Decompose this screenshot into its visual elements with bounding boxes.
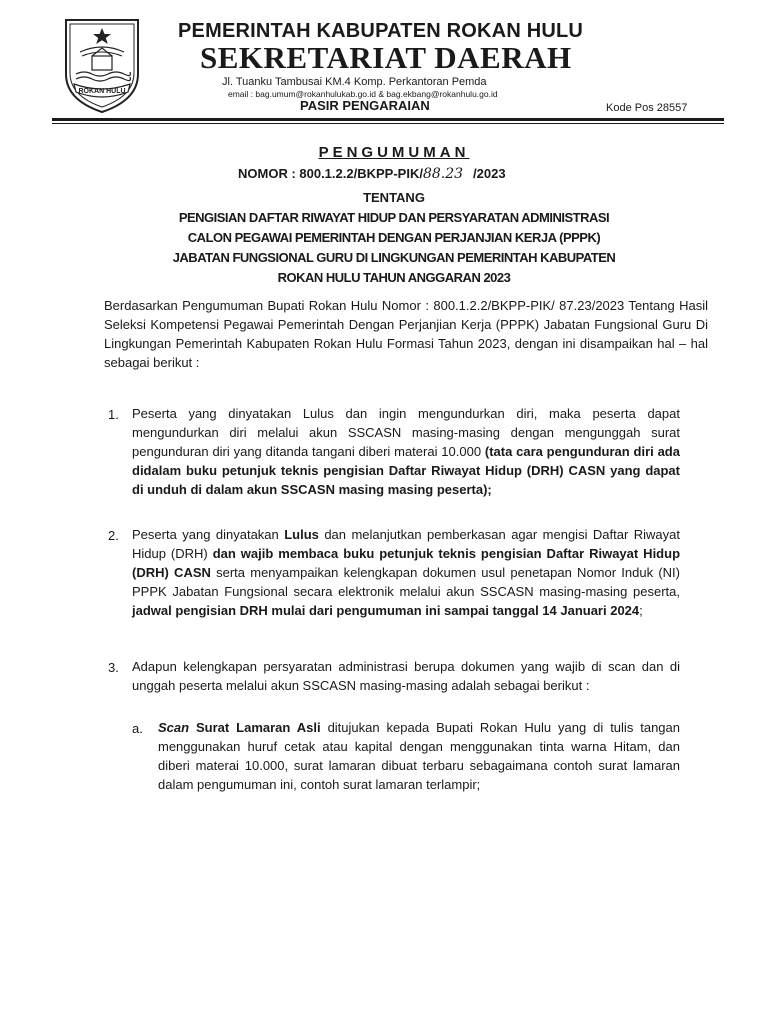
item-text-bold: Lulus	[284, 527, 319, 542]
item-text: Peserta yang dinyatakan Lulus dan ingin mengundurkan diri, maka peserta dapat mengundurkan diri melalui akun SSCASN masing-masing dengan mengunggah surat pengunduran diri yang ditanda tangani diberi materai 10.000	[132, 406, 680, 459]
letterhead-address: Jl. Tuanku Tambusai KM.4 Komp. Perkantoran Pemda	[222, 76, 487, 88]
letterhead-email: email : bag.umum@rokanhulukab.go.id & bag.ekbang@rokanhulu.go.id	[228, 89, 498, 99]
list-item: Adapun kelengkapan persyaratan administrasi berupa dokumen yang wajib di scan dan di unggah peserta melalui akun SSCASN masing-masing adalah sebagai berikut :	[132, 659, 680, 693]
letterhead-secretariat: SEKRETARIAT DAERAH	[200, 40, 572, 75]
item-text-bold: jadwal pengisian DRH mulai dari pengumuman ini sampai tanggal 14 Januari 2024	[132, 603, 640, 618]
intro-paragraph: Berdasarkan Pengumuman Bupati Rokan Hulu Nomor : 800.1.2.2/BKPP-PIK/ 87.23/2023 Tentang Hasil Seleksi Kompetensi Pegawai Pemerintah Dengan Perjanjian Kerja (PPPK) Jabatan Fungsional Guru Di Lingkungan Pemerintah Kabupaten Rokan Hulu Formasi Tahun 2023, dengan ini disampaikan hal – hal sebagai berikut :	[104, 298, 708, 370]
subject-line: ROKAN HULU TAHUN ANGGARAN 2023	[277, 270, 511, 285]
item-text: ;	[639, 603, 643, 618]
number-prefix: NOMOR : 800.1.2.2/BKPP-PIK/	[238, 166, 423, 181]
letterhead-postal-code: Kode Pos 28557	[606, 102, 688, 114]
letterhead-divider-thick	[52, 118, 724, 121]
letterhead-divider-thin	[52, 123, 724, 124]
item-number: 2.	[108, 528, 119, 543]
item-text-bold: dan wajib membaca buku petunjuk teknis pengisian Daftar Riwayat Hidup (DRH) CASN	[132, 546, 681, 580]
list-item	[132, 404, 680, 499]
sub-item-a	[158, 718, 680, 794]
subject-line: CALON PEGAWAI PEMERINTAH DENGAN PERJANJIAN KERJA (PPPK)	[187, 230, 601, 245]
tentang-label: TENTANG	[363, 190, 425, 205]
letterhead-government: PEMERINTAH KABUPATEN ROKAN HULU	[178, 20, 584, 42]
item-number: 3.	[108, 660, 119, 675]
announcement-title: PENGUMUMAN	[318, 144, 470, 161]
subject-line: JABATAN FUNGSIONAL GURU DI LINGKUNGAN PEMERINTAH KABUPATEN	[172, 250, 616, 265]
item-text: dan melanjutkan pemberkasan agar mengisi Daftar Riwayat Hidup (DRH)	[132, 527, 680, 561]
item-text-bold: (tata cara pengunduran diri ada didalam buku petunjuk teknis pengisian Daftar Riwayat Hidup (DRH) CASN yang dapat di unduh di dalam akun SSCASN masing masing peserta);	[132, 444, 680, 497]
sub-item-italic: Scan	[158, 720, 190, 735]
item-text: serta menyampaikan kelengkapan dokumen usul penetapan Nomor Induk (NI) PPPK Jabatan Fungsional secara elektronik melalui akun SSCASN masing-masing peserta,	[132, 565, 680, 599]
announcement-number	[238, 166, 568, 182]
sub-item-marker: a.	[132, 721, 143, 736]
number-handwritten: 88.23	[422, 166, 464, 182]
sub-item-text: ditujukan kepada Bupati Rokan Hulu yang di tulis tangan menggunakan huruf cetak atau kapital dengan menggunakan tinta warna Hitam, dan diberi materai 10.000, surat lamaran dibuat terbaru sebagaimana contoh surat lamaran dalam pengumuman ini, contoh surat lamaran terlampir;	[158, 720, 680, 792]
regency-emblem-icon	[58, 12, 146, 116]
item-number: 1.	[108, 407, 119, 422]
sub-item-bold: Surat Lamaran Asli	[189, 720, 321, 735]
subject-line: PENGISIAN DAFTAR RIWAYAT HIDUP DAN PERSYARATAN ADMINISTRASI	[178, 210, 610, 225]
logo-text: ROKAN HULU	[78, 88, 126, 95]
list-item	[132, 525, 680, 620]
announcement-subject	[104, 208, 684, 288]
letterhead-city: PASIR PENGARAIAN	[300, 98, 430, 113]
number-suffix: /2023	[473, 166, 506, 181]
item-text: Peserta yang dinyatakan	[132, 527, 285, 542]
